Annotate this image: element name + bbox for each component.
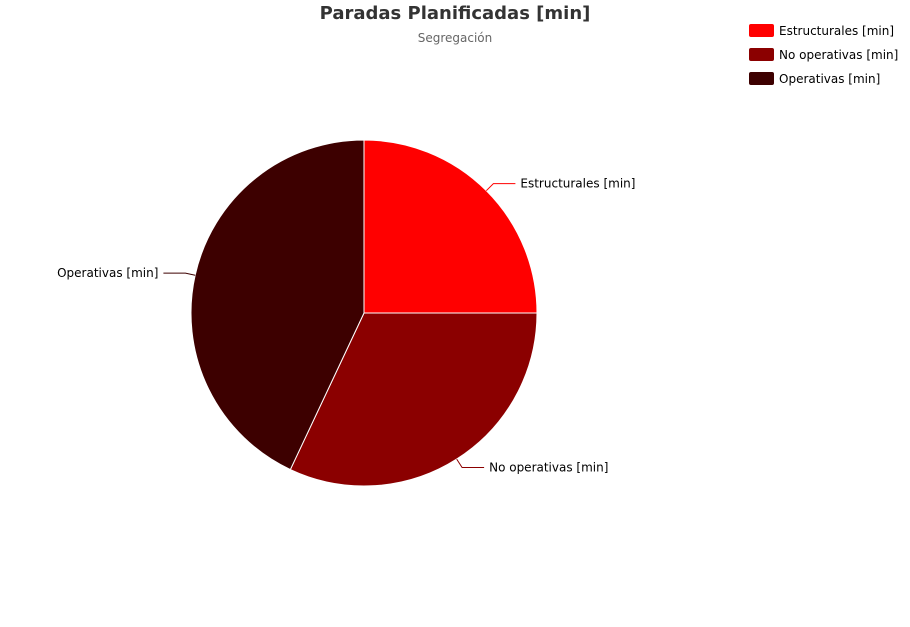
legend-item-estructurales[interactable] (749, 24, 894, 38)
legend-swatch-no-operativas (749, 48, 774, 61)
legend-item-no-operativas[interactable] (749, 48, 898, 62)
legend-swatch-estructurales (749, 24, 774, 37)
legend-swatch-operativas (749, 72, 774, 85)
legend-item-operativas[interactable] (749, 72, 880, 86)
pie-slices (191, 140, 537, 486)
connector-estructurales (486, 184, 515, 191)
data-label-no-operativas: No operativas [min] (489, 460, 609, 475)
legend (749, 24, 898, 86)
legend-label-operativas: Operativas [min] (779, 72, 881, 86)
pie-slice-estructurales[interactable] (364, 140, 537, 313)
legend-label-no-operativas: No operativas [min] (779, 48, 899, 62)
chart-title: Paradas Planificadas [min] (319, 3, 591, 24)
connector-operativas (163, 273, 195, 275)
legend-label-estructurales: Estructurales [min] (779, 24, 895, 38)
connector-no-operativas (457, 459, 484, 467)
data-label-estructurales: Estructurales [min] (520, 176, 636, 191)
data-label-operativas: Operativas [min] (57, 266, 159, 281)
chart-subtitle: Segregación (417, 31, 493, 45)
